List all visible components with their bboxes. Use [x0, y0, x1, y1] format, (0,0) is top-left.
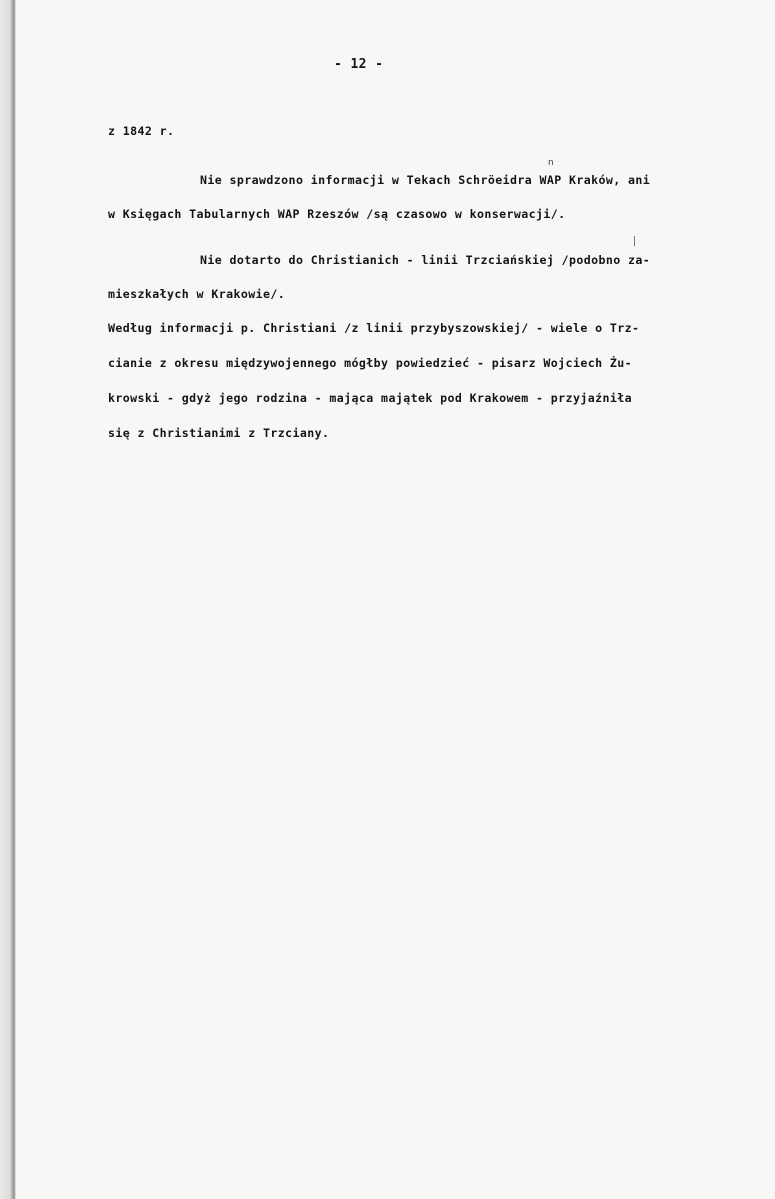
text-line: się z Christianimi z Trzciany.: [108, 426, 330, 440]
paper-speck: [634, 236, 635, 246]
handwritten-annotation: n: [548, 158, 554, 168]
text-line: cianie z okresu międzywojennego mógłby powiedzieć - pisarz Wojciech Żu-: [108, 356, 632, 370]
text-line-date: z 1842 r.: [108, 124, 175, 138]
page-binding-edge: [0, 0, 16, 1199]
text-line: Według informacji p. Christiani /z linii przybyszowskiej/ - wiele o Trz-: [108, 321, 640, 335]
text-line: w Księgach Tabularnych WAP Rzeszów /są czasowo w konserwacji/.: [108, 207, 566, 221]
text-line: mieszkałych w Krakowie/.: [108, 287, 286, 301]
document-page: [16, 0, 775, 1199]
text-line: Nie dotarto do Christianich - linii Trzciańskiej /podobno za-: [200, 253, 651, 267]
text-line: Nie sprawdzono informacji w Tekach Schröeidra WAP Kraków, ani: [200, 173, 651, 187]
text-line: krowski - gdyż jego rodzina - mająca majątek pod Krakowem - przyjaźniła: [108, 391, 632, 405]
page-number: - 12 -: [334, 57, 384, 72]
